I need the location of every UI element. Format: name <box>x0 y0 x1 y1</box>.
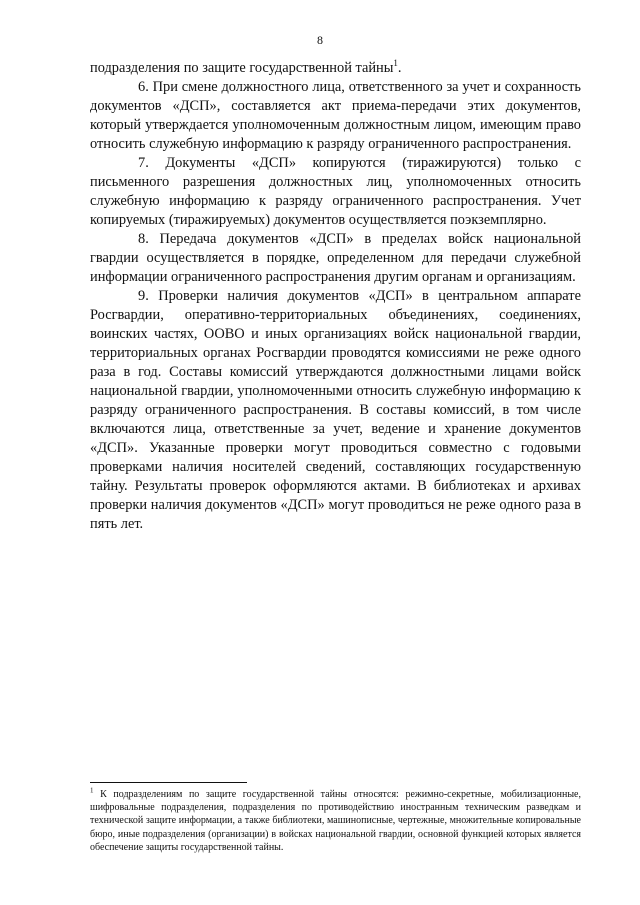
body-text <box>90 59 581 534</box>
footnote <box>90 788 581 854</box>
footnote-text: К подразделениям по защите государственной тайны относятся: режимно-секретные, мобилизационные, шифровальные подразделения, подразделения по противодействию иностранным техническим разведкам и технической защите информации, а также библиотеки, машинописные, чертежные, множительные копировальные бюро, иные подразделения (организации) в войсках национальной гвардии, основной функцией которых является обеспечение защиты государственной тайны. <box>90 789 581 853</box>
paragraph-9: 9. Проверки наличия документов «ДСП» в центральном аппарате Росгвардии, оперативно-территориальных объединениях, соединениях, воинских частях, ООВО и иных организациях войск национальной гвардии, территориальных органах Росгвардии проводятся комиссиями не реже одного раза в год. Составы комиссий утверждаются должностными лицами войск национальной гвардии, уполномоченными относить служебную информацию к разряду ограниченного распространения. В составы комиссий, в том числе включаются лица, ответственные за учет, ведение и хранение документов «ДСП». Указанные проверки могут проводиться совместно с годовыми проверками наличия носителей сведений, составляющих государственную тайну. Результаты проверок оформляются актами. В библиотеках и архивах проверки наличия документов «ДСП» могут проводиться не реже одного раза в пять лет. <box>90 288 581 532</box>
footnote-marker: 1 <box>90 786 94 795</box>
paragraph-8: 8. Передача документов «ДСП» в пределах войск национальной гвардии осуществляется в порядке, определенном для передачи служебной информации ограниченного распространения другим органам и организациям. <box>90 231 581 285</box>
paragraph-continuation <box>90 59 581 78</box>
paragraph-continuation-end: . <box>397 60 402 76</box>
footnote-reference[interactable]: 1 <box>393 58 398 69</box>
page-number: 8 <box>317 33 323 47</box>
paragraph-continuation-text: подразделения по защите государственной тайны <box>90 60 394 76</box>
paragraph-7: 7. Документы «ДСП» копируются (тиражируются) только с письменного разрешения должностных лиц, уполномоченных относить служебную информацию к разряду ограниченного распространения. Учет копируемых (тиражируемых) документов осуществляется поэкземплярно. <box>90 155 581 228</box>
footnote-separator <box>90 782 247 783</box>
paragraph-6: 6. При смене должностного лица, ответственного за учет и сохранность документов «ДСП», составляется акт приема-передачи этих документов, который утверждается уполномоченным должностным лицом, имеющим право относить служебную информацию к разряду ограниченного распространения. <box>90 79 581 152</box>
